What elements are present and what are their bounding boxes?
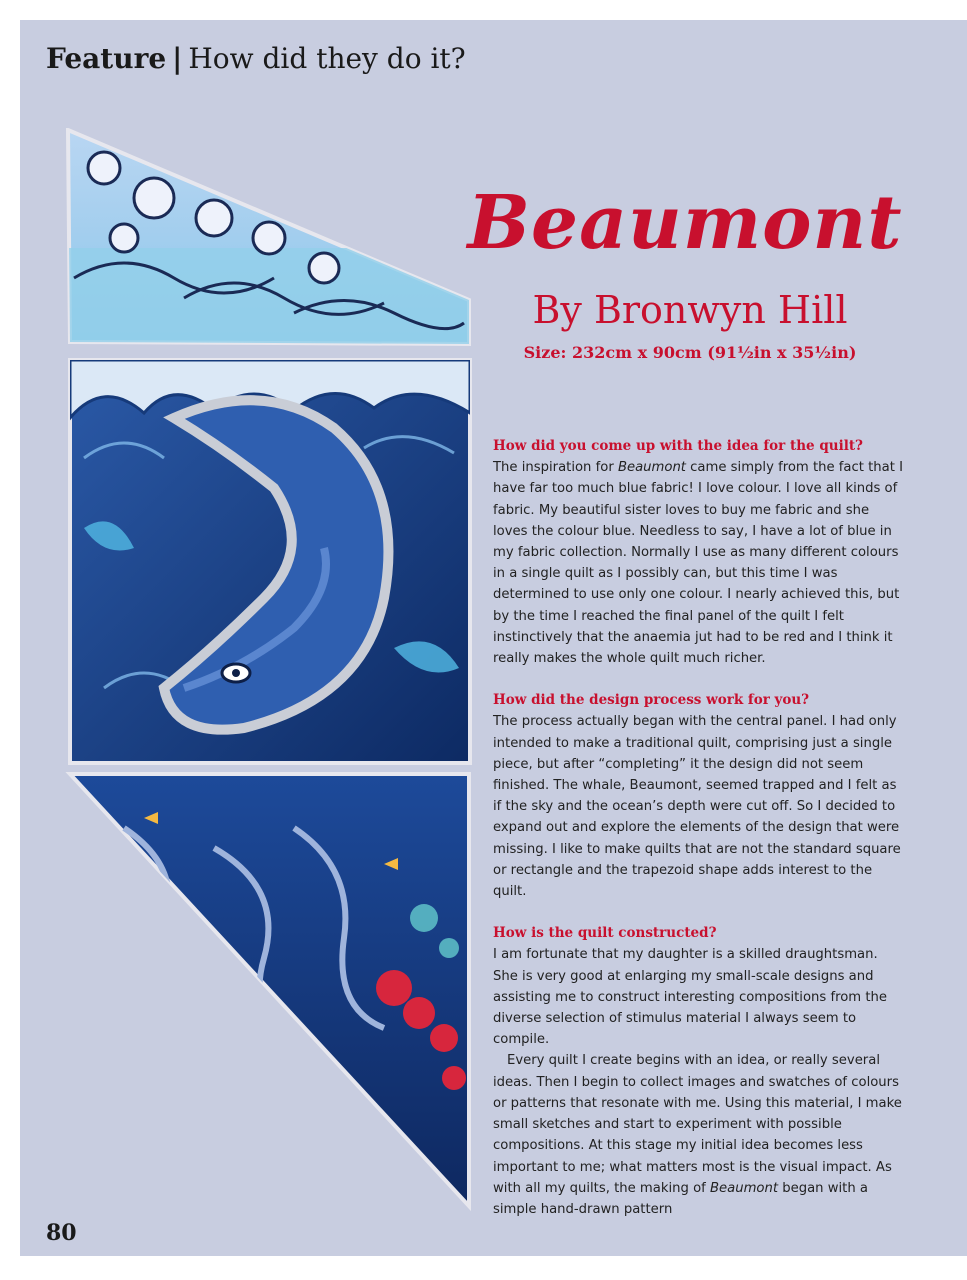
- page-number: 80: [46, 1220, 77, 1246]
- answer-paragraph: I am fortunate that my daughter is a skilled draughtsman. She is very good at enlarging my small-scale designs and assisting me to construct interesting compositions from the diverse selection of stimulus material I always seem to compile.: [493, 947, 887, 1048]
- article-body: [493, 436, 903, 1220]
- magazine-page: [20, 20, 967, 1256]
- answer-paragraph: Every quilt I create begins with an idea, or really several ideas. Then I begin to collect images and swatches of colours or patterns that resonate with me. Using this material, I make small sketches and start to experiment with possible compositions. At this stage my initial idea becomes less important to me; what matters most is the visual impact. As with all my quilts, the making of Beaumont began with a simple hand-drawn pattern: [493, 1053, 902, 1217]
- byline: By Bronwyn Hill: [532, 288, 848, 332]
- italic-title: Beaumont: [617, 460, 686, 476]
- header-separator: |: [172, 42, 183, 75]
- quilt-size: Size: 232cm x 90cm (91½in x 35½in): [523, 343, 857, 362]
- quilt-title: Beaumont: [467, 180, 903, 266]
- section-label: Feature: [46, 42, 167, 75]
- section-subtitle: How did they do it?: [188, 42, 466, 75]
- section-header: [46, 42, 466, 75]
- answer-paragraph: The process actually began with the central panel. I had only intended to make a traditional quilt, comprising just a single piece, but after “completing” it the design did not seem finished. The whale, Beaumont, seemed trapped and I felt as if the sky and the ocean’s depth were cut off. So I decided to expand out and explore the elements of the design that were missing. I like to make quilts that are not the standard square or rectangle and the trapezoid shape adds interest to the quilt.: [493, 714, 901, 900]
- italic-title: Beaumont: [709, 1180, 779, 1196]
- question-heading: How is the quilt constructed?: [493, 925, 717, 942]
- question-heading: How did the design process work for you?: [493, 692, 810, 709]
- quilt-bottom-panel: [70, 774, 469, 1206]
- question-heading: How did you come up with the idea for the quilt?: [493, 438, 863, 454]
- answer-paragraph: The inspiration for Beaumont came simply from the fact that I have far too much blue fabric! I love colour. I love all kinds of fabric. My beautiful sister loves to buy me fabric and she loves the colour blue. Needless to say, I have a lot of blue in my fabric collection. Normally I use as many different colours in a single quilt as I possibly can, but this time I was determined to use only one colour. I nearly achieved this, but by the time I reached the final panel of the quilt I felt instinctively that the anaemia jut had to be red and I think it really makes the whole quilt much richer.: [493, 460, 903, 667]
- quilt-middle-panel: [70, 360, 470, 763]
- quilt-photo: [64, 128, 484, 1218]
- quilt-top-panel: [64, 130, 484, 348]
